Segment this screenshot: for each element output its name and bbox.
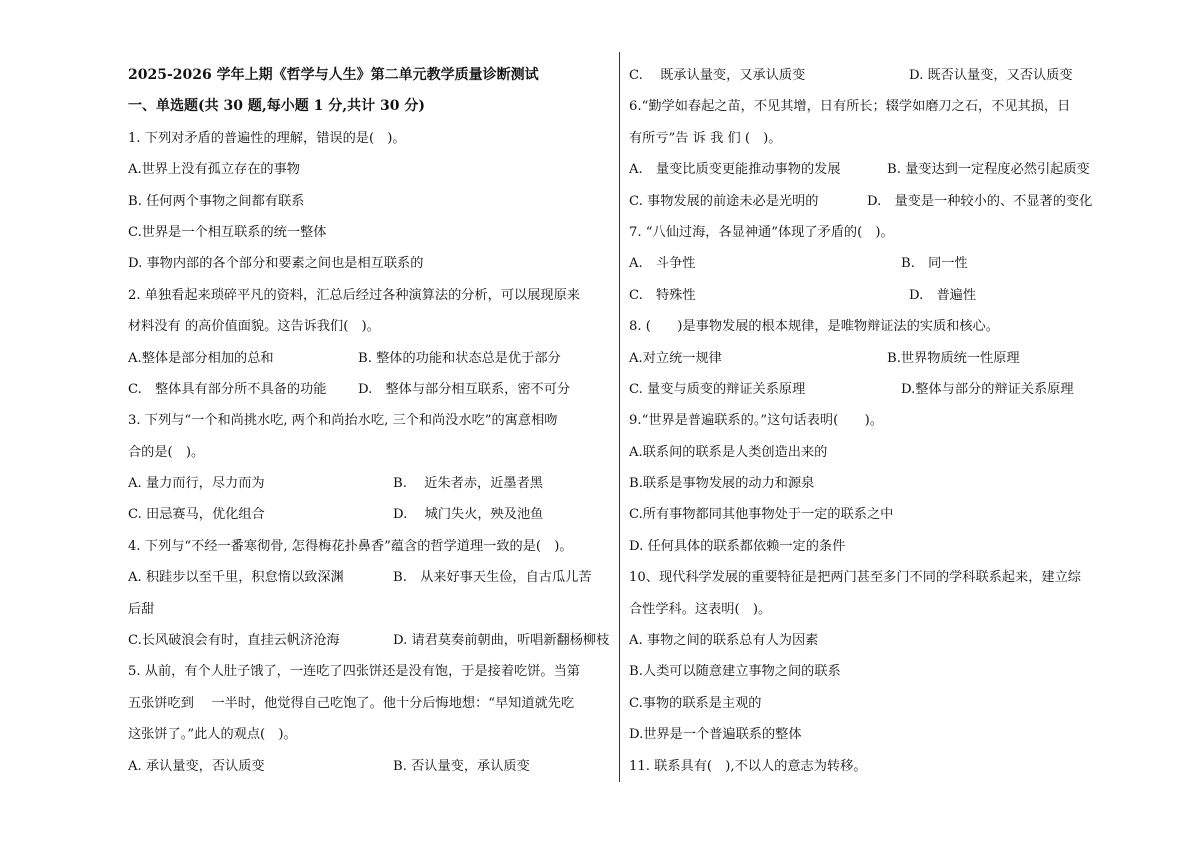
q4-options-ab xyxy=(128,562,616,593)
question-6-line-2: 有所亏”告 诉 我 们 ( )。 xyxy=(629,130,782,146)
q8-option-a: A.对立统一规律 xyxy=(629,350,722,366)
question-2-line-1: 2. 单独看起来琐碎平凡的资料，汇总后经过各种演算法的分析，可以展现原来 xyxy=(128,287,580,303)
q4-options-cd xyxy=(128,625,616,656)
question-3-line-1: 3. 下列与“一个和尚挑水吃, 两个和尚抬水吃, 三个和尚没水吃”的寓意相吻 xyxy=(128,413,558,429)
q6-option-b: B. 量变达到一定程度必然引起质变 xyxy=(887,162,1090,178)
q5-option-c: C. 既承认量变，又承认质变 xyxy=(629,68,806,83)
question-3-line-2: 合的是( )。 xyxy=(128,444,205,460)
q3-options-cd xyxy=(128,499,616,530)
question-4: 4. 下列与“不经一番寒彻骨, 怎得梅花扑鼻香”蕴含的哲学道理一致的是( )。 xyxy=(128,538,573,554)
q8-option-d: D.整体与部分的辩证关系原理 xyxy=(901,381,1074,397)
q9-option-d: D. 任何具体的联系都依赖一定的条件 xyxy=(629,538,846,554)
q6-options-ab xyxy=(629,154,1121,185)
q3-option-d: D. 城门失火，殃及池鱼 xyxy=(393,507,544,523)
question-10-line-1: 10、现代科学发展的重要特征是把两门甚至多门不同的学科联系起来，建立综 xyxy=(629,570,1081,586)
question-5-line-3: 这张饼了。”此人的观点( )。 xyxy=(128,727,297,743)
question-5-line-2: 五张饼吃到 一半时，他觉得自己吃饱了。他十分后悔地想：“早知道就先吃 xyxy=(128,695,575,711)
q10-option-b: B.人类可以随意建立事物之间的联系 xyxy=(629,664,841,680)
q5-options-cd xyxy=(629,60,1121,91)
q3-option-b: B. 近朱者赤，近墨者黑 xyxy=(393,476,543,492)
q6-option-c: C. 事物发展的前途未必是光明的 xyxy=(629,193,819,209)
q5-option-a: A. 承认量变，否认质变 xyxy=(128,758,265,774)
q1-option-a: A.世界上没有孤立存在的事物 xyxy=(128,162,300,178)
q10-option-d: D.世界是一个普遍联系的整体 xyxy=(629,727,802,743)
question-11: 11. 联系具有( ),不以人的意志为转移。 xyxy=(629,758,867,774)
q3-option-c: C. 田忌赛马，优化组合 xyxy=(128,507,265,523)
q9-option-a: A.联系间的联系是人类创造出来的 xyxy=(629,444,828,460)
q4-option-d: D. 请君莫奏前朝曲，听唱新翻杨柳枝 xyxy=(393,633,610,649)
q4-option-b-cont: 后甜 xyxy=(128,601,155,617)
q4-option-b: B. 从来好事天生俭，自古瓜儿苦 xyxy=(393,570,592,586)
q7-options-ab xyxy=(629,248,1121,279)
q2-options-cd xyxy=(128,374,616,405)
q1-option-b: B. 任何两个事物之间都有联系 xyxy=(128,193,305,209)
q3-options-ab xyxy=(128,468,616,499)
question-2-line-2: 材料没有 的高价值面貌。这告诉我们( )。 xyxy=(128,319,380,335)
q8-options-cd xyxy=(629,374,1121,405)
right-column xyxy=(629,60,1121,782)
q5-options-ab xyxy=(128,751,616,782)
q8-option-b: B.世界物质统一性原理 xyxy=(887,350,1020,366)
column-divider xyxy=(619,52,620,782)
section-heading: 一、单选题(共 30 题,每小题 1 分,共计 30 分) xyxy=(128,98,425,115)
q4-option-a: A. 积跬步以至千里，积怠惰以致深渊 xyxy=(128,570,344,586)
q1-option-d: D. 事物内部的各个部分和要素之间也是相互联系的 xyxy=(128,256,424,272)
q7-option-b: B. 同一性 xyxy=(901,256,968,272)
q2-option-c: C. 整体具有部分所不具备的功能 xyxy=(128,381,327,397)
q10-option-c: C.事物的联系是主观的 xyxy=(629,695,762,711)
q2-options-ab xyxy=(128,343,616,374)
q5-option-d: D. 既否认量变，又否认质变 xyxy=(909,68,1073,83)
q9-option-c: C.所有事物都同其他事物处于一定的联系之中 xyxy=(629,507,894,523)
q6-option-a: A. 量变比质变更能推动事物的发展 xyxy=(629,162,841,178)
q5-option-b: B. 否认量变，承认质变 xyxy=(393,758,530,774)
question-1: 1. 下列对矛盾的普遍性的理解，错误的是( )。 xyxy=(128,130,406,146)
q7-options-cd xyxy=(629,280,1121,311)
q4-option-c: C.长风破浪会有时，直挂云帆济沧海 xyxy=(128,633,340,649)
left-column xyxy=(128,60,616,782)
q7-option-d: D. 普遍性 xyxy=(909,287,977,303)
question-6-line-1: 6.“勤学如春起之苗，不见其增，日有所长；辍学如磨刀之石，不见其损，日 xyxy=(629,99,1071,115)
q8-options-ab xyxy=(629,343,1121,374)
question-5-line-1: 5. 从前，有个人肚子饿了，一连吃了四张饼还是没有饱，于是接着吃饼。当第 xyxy=(128,664,580,680)
q1-option-c: C.世界是一个相互联系的统一整体 xyxy=(128,224,327,240)
question-7: 7. “八仙过海，各显神通”体现了矛盾的( )。 xyxy=(629,224,894,240)
q2-option-d: D. 整体与部分相互联系，密不可分 xyxy=(358,381,571,397)
q7-option-a: A. 斗争性 xyxy=(629,256,696,272)
q8-option-c: C. 量变与质变的辩证关系原理 xyxy=(629,381,806,397)
question-10-line-2: 合性学科。这表明( )。 xyxy=(629,601,772,617)
question-9: 9.“世界是普遍联系的。”这句话表明( )。 xyxy=(629,413,883,429)
q2-option-b: B. 整体的功能和状态总是优于部分 xyxy=(358,350,561,366)
q6-options-cd xyxy=(629,186,1121,217)
q9-option-b: B.联系是事物发展的动力和源泉 xyxy=(629,476,815,492)
doc-title: 2025-2026 学年上期《哲学与人生》第二单元教学质量诊断测试 xyxy=(128,67,539,83)
q3-option-a: A. 量力而行，尽力而为 xyxy=(128,476,265,492)
q10-option-a: A. 事物之间的联系总有人为因素 xyxy=(629,633,819,649)
q6-option-d: D. 量变是一种较小的、不显著的变化 xyxy=(867,193,1093,209)
q7-option-c: C. 特殊性 xyxy=(629,287,696,303)
question-8: 8. ( )是事物发展的根本规律，是唯物辩证法的实质和核心。 xyxy=(629,319,999,335)
q2-option-a: A.整体是部分相加的总和 xyxy=(128,350,274,366)
